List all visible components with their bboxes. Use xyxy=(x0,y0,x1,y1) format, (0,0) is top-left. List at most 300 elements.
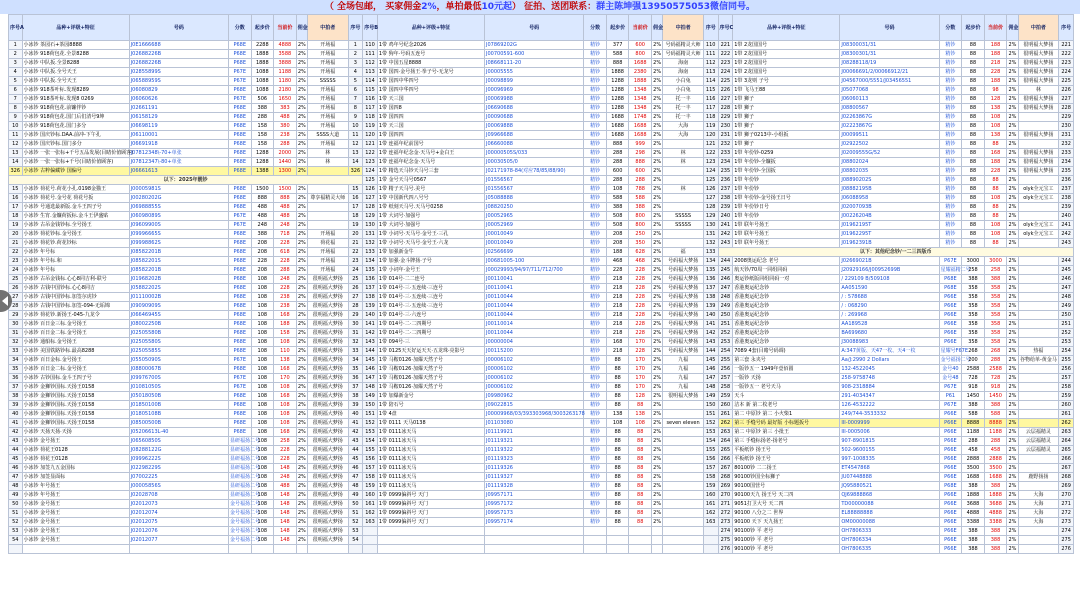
bid-name-cell: 号码福精灵大师 xyxy=(663,50,704,59)
current-price-cell: 1748 xyxy=(629,113,652,122)
seq-cell: 138 xyxy=(363,293,378,302)
score-cell: P67E xyxy=(228,95,251,104)
seq-cell: 228 xyxy=(1059,104,1074,113)
start-price-cell: 488 xyxy=(251,203,274,212)
seq-cell: 4 xyxy=(9,68,23,77)
start-price-cell: 108 xyxy=(251,383,274,392)
fee-cell: 2% xyxy=(297,366,306,372)
seq-cell: 250 xyxy=(1059,311,1074,320)
seq-cell: 148 xyxy=(703,383,718,392)
seq-cell: 16 xyxy=(348,194,363,203)
item-cell: 第二 中原钞 第三 小批王 xyxy=(733,428,840,437)
bid-name-cell: 很明福大梦扬 xyxy=(1018,158,1059,167)
bid-name-cell xyxy=(1018,122,1059,131)
banner-text-1: （ 全场包邮， 买家佣金 xyxy=(324,2,422,12)
number-cell: TD00000088 xyxy=(840,500,939,509)
seq-cell: 274 xyxy=(1059,527,1074,536)
start-price-cell: 108 xyxy=(251,410,274,419)
header-seq-b: 序号B xyxy=(363,15,378,41)
seq-cell: 35 xyxy=(9,365,23,374)
current-price-cell: 288 xyxy=(984,356,1007,365)
start-price-cell: 358 xyxy=(962,338,985,347)
bid-name-cell: 大海 xyxy=(1018,500,1059,509)
current-price-cell: 88 xyxy=(629,437,652,446)
fee-cell: 2% xyxy=(1008,483,1017,489)
score-cell: 精钞 xyxy=(584,356,607,365)
bid-name-cell: 鹿野扬扬 xyxy=(1018,473,1059,482)
item-cell: 1带 小词号·天马号·金号王·三孔 xyxy=(377,230,484,239)
bid-name-cell xyxy=(307,221,348,230)
header-seq: 序号 xyxy=(1059,15,1074,41)
number-cell: J01556567 xyxy=(485,176,584,185)
current-price-cell: 383 xyxy=(274,104,297,113)
seq-cell: 120 xyxy=(363,131,378,140)
item-cell: 1带 国四·金号扬王·拳子号-无龙号 xyxy=(377,68,484,77)
fee-cell: 2% xyxy=(297,123,306,129)
seq-cell: 275 xyxy=(1059,536,1074,545)
current-price-cell: 188 xyxy=(984,50,1007,59)
seq-cell: 17 xyxy=(9,203,23,212)
bid-name-cell: 号码福大梦扬 xyxy=(663,338,704,347)
item-cell: 小冰钞 918荷包花.全景8288 xyxy=(22,50,129,59)
number-cell: OM00000088 xyxy=(840,518,939,527)
number-cell: J02661191 xyxy=(129,104,228,113)
score-cell: P68E xyxy=(228,401,251,410)
start-price-cell: 88 xyxy=(606,446,629,455)
seq-cell: 270 xyxy=(718,491,733,500)
seq-cell: 255 xyxy=(1059,356,1074,365)
item-cell: 1带 014号·三·五连续·三连号 xyxy=(377,293,484,302)
bid-name-cell xyxy=(1018,365,1059,374)
start-price-cell: 888 xyxy=(606,140,629,149)
item-cell: 90100国营号 xyxy=(733,482,840,491)
score-cell: P68E xyxy=(228,158,251,167)
score-cell: 精钞 xyxy=(584,77,607,86)
current-price-cell: 228 xyxy=(629,329,652,338)
bid-name-cell: 很明福大梦扬 xyxy=(307,428,348,437)
start-price-cell: 88 xyxy=(962,68,985,77)
number-cell: J00006102 xyxy=(485,365,584,374)
bid-name-cell: 开场福 xyxy=(307,95,348,104)
bid-name-cell xyxy=(1018,239,1059,248)
score-cell: 精钞 xyxy=(584,518,607,527)
item-cell: 1带 大词号·加强号 xyxy=(377,212,484,221)
start-price-cell: 208 xyxy=(251,239,274,248)
seq-cell: 245 xyxy=(718,266,733,275)
fee-cell: 2% xyxy=(653,87,662,93)
start-price-cell: 388 xyxy=(251,230,274,239)
score-cell: 精钞 xyxy=(584,212,607,221)
bid-name-cell xyxy=(1018,203,1059,212)
number-cell xyxy=(129,545,228,554)
header-bid-name: 中拍者 xyxy=(663,15,704,41)
item-cell: 小冰钞 金狮钞国标.天扬王0158 xyxy=(22,419,129,428)
score-cell: 精钞 xyxy=(584,302,607,311)
bid-name-cell: 小白兔 xyxy=(663,86,704,95)
score-cell: 显研福扬二号 xyxy=(229,447,260,453)
fee-cell: 2% xyxy=(653,69,662,75)
fee-cell: 2% xyxy=(1008,276,1017,282)
seq-cell: 35 xyxy=(348,365,363,374)
score-cell: 精钞 xyxy=(939,203,962,212)
fee-cell: 2% xyxy=(653,276,662,282)
score-cell: P66E xyxy=(939,545,962,554)
start-price-cell: 388 xyxy=(606,203,629,212)
seq-cell: 24 xyxy=(9,266,23,275)
start-price-cell: 1888 xyxy=(962,491,985,500)
bid-name-cell: 号码福大梦扬 xyxy=(663,302,704,311)
bid-name-cell xyxy=(663,194,704,203)
bid-name-cell: 很明福大梦扬 xyxy=(307,293,348,302)
start-price-cell: 88 xyxy=(606,437,629,446)
start-price-cell: 88 xyxy=(606,491,629,500)
bid-name-cell: 林 xyxy=(663,149,704,158)
number-cell: J02012074 xyxy=(129,509,228,518)
fee-cell: 2% xyxy=(297,231,306,237)
bid-name-cell xyxy=(663,428,704,437)
seq-cell: 272 xyxy=(1059,509,1074,518)
current-price-cell: 88 xyxy=(629,464,652,473)
score-cell: 精钞 xyxy=(939,59,962,68)
item-cell: 小冰钞 古钱中国钞标.加签尔虎钞 xyxy=(22,293,129,302)
item-cell: 1带 精子天马号.美号 xyxy=(377,185,484,194)
table-row xyxy=(9,509,1074,518)
current-price-cell: 1888 xyxy=(984,491,1007,500)
current-price-cell: 228 xyxy=(629,293,652,302)
current-price-cell: 488 xyxy=(274,482,297,491)
current-price-cell: 918 xyxy=(984,383,1007,392)
bid-name-cell xyxy=(1018,338,1059,347)
item-cell: 小冰钞 古钱中国钞标.加签-094-无垢锦 xyxy=(22,302,129,311)
bid-name-cell: 开场福 xyxy=(307,257,348,266)
current-price-cell: 188 xyxy=(984,158,1007,167)
seq-cell: 46 xyxy=(348,464,363,473)
start-price-cell: 358 xyxy=(962,329,985,338)
table-row xyxy=(9,257,1074,266)
bid-name-cell xyxy=(1018,419,1059,428)
current-price-cell: 110 xyxy=(274,347,297,356)
seq-cell: 32 xyxy=(348,338,363,347)
item-cell: 1带 中国五星8888 xyxy=(377,59,484,68)
header-buyer-fee: 佣金 xyxy=(1007,15,1018,41)
current-price-cell: 600 xyxy=(629,41,652,50)
item-cell: 小冰钞 古粹偏藏钞 国偏号 xyxy=(22,167,129,176)
bid-name-cell xyxy=(1018,284,1059,293)
item-cell: 1带 014号·二·二四期号 xyxy=(377,320,484,329)
number-cell: J00280202G xyxy=(129,194,228,203)
current-price-cell xyxy=(629,527,652,536)
current-price-cell: 1688 xyxy=(984,473,1007,482)
current-price-cell: 1450 xyxy=(984,392,1007,401)
start-price-cell: 1188 xyxy=(962,428,985,437)
banner-text-3: ） 征拍、送团联系： xyxy=(512,2,597,12)
seq-cell: 266 xyxy=(1059,455,1074,464)
seq-cell: 258 xyxy=(1059,383,1074,392)
item-cell: 小冰钞 金号扬王 xyxy=(22,509,129,518)
seq-cell: 26 xyxy=(348,284,363,293)
current-price-cell: 88 xyxy=(629,500,652,509)
item-cell: 1带 加爆新金号 xyxy=(377,392,484,401)
seq-cell: 12 xyxy=(9,140,23,149)
seq-cell: 235 xyxy=(1059,167,1074,176)
table-row xyxy=(9,347,1074,356)
number-cell: J06080829 xyxy=(129,86,228,95)
number-cell: J02009555G/52 xyxy=(840,149,939,158)
fee-cell: 2% xyxy=(1008,168,1017,174)
seq-cell: 276 xyxy=(1059,545,1074,554)
item-cell: 小冰钞 生宵.金镰荷扳标.金斗王伊盛贴 xyxy=(22,212,129,221)
current-price-cell: 88 xyxy=(629,401,652,410)
seq-cell: 28 xyxy=(9,302,23,311)
score-cell: 精钞 xyxy=(584,41,607,50)
start-price-cell: 588 xyxy=(606,50,629,59)
bid-name-cell xyxy=(663,176,704,185)
seq-cell: 31 xyxy=(348,329,363,338)
bid-name-cell: 很明福大梦扬 xyxy=(1018,59,1059,68)
current-price-cell: 158 xyxy=(274,329,297,338)
item-cell: 小冰钞 金狮钞国标.天扬王0158 xyxy=(22,383,129,392)
header-item: 品种+评级+特征 xyxy=(733,15,840,41)
seq-cell: 226 xyxy=(718,86,733,95)
seq-cell: 246 xyxy=(718,275,733,284)
number-cell: J00110014 xyxy=(485,320,584,329)
seq-cell: 260 xyxy=(718,401,733,410)
seq-cell: 228 xyxy=(718,104,733,113)
seq-cell: 136 xyxy=(703,275,718,284)
table-row xyxy=(9,239,1074,248)
item-cell: 小冰钞 金狮钞国标.天扬王0158 xyxy=(22,410,129,419)
seq-cell: 52 xyxy=(348,518,363,527)
chevron-left-icon xyxy=(2,296,8,306)
fee-cell: 2% xyxy=(297,195,306,201)
seq-cell: 1 xyxy=(9,41,23,50)
seq-cell: 27 xyxy=(9,293,23,302)
item-cell: 小冰钞 荷花钞.荷花钞标 xyxy=(22,239,129,248)
number-cell: J01962391B xyxy=(840,239,939,248)
fee-cell: 2% xyxy=(1008,447,1017,453)
start-price-cell xyxy=(606,527,629,536)
start-price-cell: 1088 xyxy=(251,77,274,86)
number-cell: J02012073 xyxy=(129,500,228,509)
bid-name-cell: 号码福大梦扬 xyxy=(663,311,704,320)
score-cell: 精钞 xyxy=(939,50,962,59)
number-cell: J05206613L-40 xyxy=(129,428,228,437)
seq-cell: 133 xyxy=(703,248,718,257)
seq-cell: 45 xyxy=(348,455,363,464)
seq-cell: 143 xyxy=(363,338,378,347)
score-cell: P68E xyxy=(228,302,251,311)
seq-cell: 227 xyxy=(718,95,733,104)
item-cell: 1带 小词号·天马号·金号王·六龙 xyxy=(377,239,484,248)
fee-cell: 2% xyxy=(1008,402,1017,408)
start-price-cell: 88 xyxy=(962,131,985,140)
number-cell: J01119326 xyxy=(485,464,584,473)
number-cell: J00110044 xyxy=(485,293,584,302)
bid-name-cell: 开场福 xyxy=(307,50,348,59)
number-cell: / : 269968 xyxy=(840,311,939,320)
current-price-cell: 148 xyxy=(274,500,297,509)
number-cell: J01119327 xyxy=(485,473,584,482)
item-cell: 第三套 永夹号 xyxy=(733,356,840,365)
fee-cell: 2% xyxy=(653,402,662,408)
item-cell: 1带 0111冰天马 xyxy=(377,473,484,482)
seq-cell: 268 xyxy=(718,473,733,482)
item-cell: 奥运钞纸版同组同码一对 xyxy=(733,275,840,284)
start-price-cell: 388 xyxy=(962,401,985,410)
header-bid-name: 中拍者 xyxy=(1018,15,1059,41)
fee-cell: 2% xyxy=(1008,204,1017,210)
item-cell: 小冰钞 天扬天扬·天扬 xyxy=(22,428,129,437)
table-row xyxy=(9,41,1074,50)
fee-cell: 2% xyxy=(297,276,306,282)
item-cell: 1带 014号·三·五连续·三连号 xyxy=(377,284,484,293)
fee-cell: 2% xyxy=(653,339,662,345)
bid-name-cell xyxy=(1018,527,1059,536)
item-cell: 1带 国四中华四号 xyxy=(377,86,484,95)
score-cell: P68E xyxy=(228,248,251,257)
score-cell: P66E xyxy=(939,437,962,446)
seq-cell: 138 xyxy=(703,293,718,302)
item-cell: 香港奥运纪念钞 xyxy=(733,338,840,347)
bid-name-cell: 很明福大梦扬 xyxy=(307,482,348,491)
start-price-cell: 3000 xyxy=(962,257,985,266)
start-price-cell: 208 xyxy=(606,239,629,248)
score-cell: P68E xyxy=(228,428,251,437)
bid-name-cell xyxy=(663,509,704,518)
current-price-cell: 800 xyxy=(629,50,652,59)
current-price-cell: 2888 xyxy=(984,455,1007,464)
number-cell: J08800567 xyxy=(840,104,939,113)
current-price-cell: 358 xyxy=(984,338,1007,347)
fee-cell: 2% xyxy=(297,519,306,525)
seq-cell: 41 xyxy=(9,419,23,428)
bid-name-cell: 很明福大梦扬 xyxy=(307,527,348,536)
start-price-cell: 1288 xyxy=(606,95,629,104)
item-cell: 小冰钞 百日金二标.金号扬王 xyxy=(22,365,129,374)
item-cell: 小冰钞 918茶叶标.发现8289 xyxy=(22,86,129,95)
start-price-cell: 458 xyxy=(962,446,985,455)
fee-cell: 2% xyxy=(297,249,306,255)
seq-cell: 250 xyxy=(718,311,733,320)
start-price-cell xyxy=(606,545,629,554)
seq-cell: 247 xyxy=(718,284,733,293)
item-cell: 1带 马鞍0126·加爆天然子号 xyxy=(377,374,484,383)
number-cell: 997-1008335 xyxy=(840,455,939,464)
item-cell xyxy=(377,536,484,545)
current-price-cell: 298 xyxy=(629,149,652,158)
number-cell: J08288118/19 xyxy=(840,59,939,68)
start-price-cell: 88 xyxy=(606,356,629,365)
seq-cell: 248 xyxy=(718,293,733,302)
item-cell: 小冰钞 918荷包花.前镰伴钞 xyxy=(22,104,129,113)
item-cell: 航天钞/70周一同组同码 xyxy=(733,266,840,275)
seq-cell: 14 xyxy=(348,158,363,167)
item-cell: 1带 狮子 xyxy=(733,104,840,113)
current-price-cell: 2588 xyxy=(984,365,1007,374)
current-price-cell xyxy=(629,545,652,554)
fee-cell: 2% xyxy=(1008,294,1017,300)
seq-cell: 225 xyxy=(1059,77,1074,86)
start-price-cell: 108 xyxy=(251,347,274,356)
bid-name-cell: 很明福大梦扬 xyxy=(307,536,348,545)
score-cell: P66E xyxy=(939,518,962,527)
item-cell: 小冰钞 国庆钞标.国门多分 xyxy=(22,140,129,149)
number-cell: J05505090S xyxy=(129,356,228,365)
start-price-cell: 218 xyxy=(606,293,629,302)
bid-name-cell: 林 xyxy=(307,158,348,167)
current-price-cell: 628 xyxy=(629,248,652,257)
start-price-cell: 468 xyxy=(606,257,629,266)
seq-cell: 50 xyxy=(348,500,363,509)
seq-cell: 112 xyxy=(703,59,718,68)
fee-cell: 2% xyxy=(653,78,662,84)
item-cell: 1带 0999偏斜号 天门 xyxy=(377,500,484,509)
bid-name-cell: 很明福大梦扬 xyxy=(1018,131,1059,140)
current-price-cell: 228 xyxy=(629,275,652,284)
seq-cell: 42 xyxy=(348,428,363,437)
score-cell: P68E xyxy=(228,50,251,59)
header-seq-a: 序号A xyxy=(9,15,23,41)
number-cell: 258-9758748 xyxy=(840,374,939,383)
seq-cell: 115 xyxy=(363,86,378,95)
seq-cell: 8 xyxy=(9,104,23,113)
seq-cell: 144 xyxy=(703,347,718,356)
fee-cell: 2% xyxy=(653,150,662,156)
number-cell: J02298229S xyxy=(129,464,228,473)
seq-cell: 47 xyxy=(9,473,23,482)
start-price-cell: 288 xyxy=(251,113,274,122)
start-price-cell: 1288 xyxy=(606,86,629,95)
item-cell: 1带 加强·金斗牌扬·子号 xyxy=(377,257,484,266)
number-cell: AA189528 xyxy=(840,320,939,329)
bid-name-cell: 很明福大梦扬 xyxy=(307,347,348,356)
seq-cell: 162 xyxy=(363,509,378,518)
header-seq: 序号 xyxy=(348,15,363,41)
seq-cell: 126 xyxy=(363,185,378,194)
current-price-cell: 288 xyxy=(274,140,297,149)
score-cell: P68E xyxy=(228,284,251,293)
start-price-cell: 138 xyxy=(606,410,629,419)
start-price-cell: 158 xyxy=(251,140,274,149)
fee-cell: 2% xyxy=(1008,330,1017,336)
score-cell: P68E xyxy=(228,239,251,248)
seq-cell: 242 xyxy=(718,230,733,239)
start-price-cell: 208 xyxy=(606,230,629,239)
score-cell: 精钞 xyxy=(584,239,607,248)
table-row xyxy=(9,518,1074,527)
header-buyer-fee: 佣金 xyxy=(651,15,662,41)
fee-cell: 2% xyxy=(1008,366,1017,372)
start-price-cell: 108 xyxy=(251,500,274,509)
score-cell: P66E xyxy=(939,428,962,437)
current-price-cell: 1888 xyxy=(629,77,652,86)
seq-cell: 18 xyxy=(348,212,363,221)
start-price-cell: 108 xyxy=(606,419,629,428)
current-price-cell: 170 xyxy=(629,365,652,374)
seq-cell: 241 xyxy=(718,221,733,230)
current-price-cell: 3388 xyxy=(984,518,1007,527)
table-row xyxy=(9,491,1074,500)
bid-name-cell xyxy=(307,545,348,554)
seq-cell: 143 xyxy=(703,338,718,347)
score-cell: P66E xyxy=(939,455,962,464)
score-cell: 精钞 xyxy=(584,410,607,419)
score-cell: P68E xyxy=(228,365,251,374)
number-cell: J05077068 xyxy=(840,86,939,95)
number-cell: J00099511 xyxy=(840,131,939,140)
seq-cell: 264 xyxy=(1059,437,1074,446)
bid-name-cell: 很明福大梦扬 xyxy=(307,419,348,428)
